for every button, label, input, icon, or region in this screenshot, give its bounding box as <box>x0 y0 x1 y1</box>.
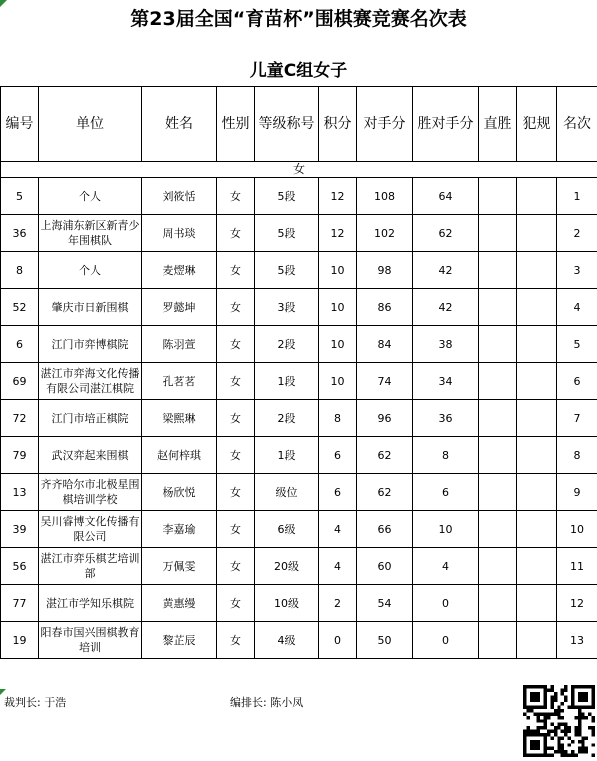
win-opponent-score-cell: 8 <box>413 437 479 474</box>
grade-cell: 6级 <box>255 511 319 548</box>
name-cell: 孔茗茗 <box>142 363 217 400</box>
direct-win-cell <box>479 215 517 252</box>
opponent-score-cell: 50 <box>357 622 413 659</box>
score-cell: 12 <box>319 215 357 252</box>
score-cell: 8 <box>319 400 357 437</box>
header-cell: 姓名 <box>142 87 217 162</box>
grade-cell: 5段 <box>255 252 319 289</box>
grade-cell: 20级 <box>255 548 319 585</box>
foul-cell <box>517 178 557 215</box>
score-cell: 12 <box>319 178 357 215</box>
gender-cell: 女 <box>217 474 255 511</box>
id-cell: 39 <box>1 511 39 548</box>
unit-cell: 吴川睿博文化传播有限公司 <box>39 511 142 548</box>
rank-cell: 13 <box>557 622 597 659</box>
id-cell: 56 <box>1 548 39 585</box>
gender-cell: 女 <box>217 289 255 326</box>
id-cell: 69 <box>1 363 39 400</box>
rank-cell: 12 <box>557 585 597 622</box>
score-cell: 4 <box>319 511 357 548</box>
name-cell: 陈羽萱 <box>142 326 217 363</box>
win-opponent-score-cell: 36 <box>413 400 479 437</box>
header-cell: 直胜 <box>479 87 517 162</box>
gender-cell: 女 <box>217 548 255 585</box>
name-cell: 赵何梓琪 <box>142 437 217 474</box>
direct-win-cell <box>479 326 517 363</box>
name-cell: 李嘉瑜 <box>142 511 217 548</box>
win-opponent-score-cell: 6 <box>413 474 479 511</box>
name-cell: 黄惠缦 <box>142 585 217 622</box>
id-cell: 5 <box>1 178 39 215</box>
direct-win-cell <box>479 437 517 474</box>
header-cell: 性别 <box>217 87 255 162</box>
foul-cell <box>517 437 557 474</box>
table-row <box>1 548 597 585</box>
table-row <box>1 252 597 289</box>
group-subtitle: 儿童C组女子 <box>249 61 348 81</box>
grade-cell: 5段 <box>255 178 319 215</box>
direct-win-cell <box>479 363 517 400</box>
win-opponent-score-cell: 34 <box>413 363 479 400</box>
unit-cell: 阳春市国兴围棋教育培训 <box>39 622 142 659</box>
gender-cell: 女 <box>217 622 255 659</box>
opponent-score-cell: 102 <box>357 215 413 252</box>
rank-cell: 2 <box>557 215 597 252</box>
unit-cell: 个人 <box>39 252 142 289</box>
foul-cell <box>517 622 557 659</box>
gender-cell: 女 <box>217 363 255 400</box>
unit-cell: 江门市弈博棋院 <box>39 326 142 363</box>
grade-cell: 5段 <box>255 215 319 252</box>
score-cell: 6 <box>319 437 357 474</box>
rank-cell: 11 <box>557 548 597 585</box>
grade-cell: 1段 <box>255 437 319 474</box>
table-row <box>1 511 597 548</box>
unit-cell: 湛江市弈海文化传播有限公司湛江棋院 <box>39 363 142 400</box>
win-opponent-score-cell: 42 <box>413 289 479 326</box>
gender-cell: 女 <box>217 400 255 437</box>
foul-cell <box>517 363 557 400</box>
id-cell: 72 <box>1 400 39 437</box>
header-row <box>1 87 597 162</box>
unit-cell: 个人 <box>39 178 142 215</box>
name-cell: 梁熙琳 <box>142 400 217 437</box>
grade-cell: 4级 <box>255 622 319 659</box>
win-opponent-score-cell: 38 <box>413 326 479 363</box>
foul-cell <box>517 585 557 622</box>
name-cell: 黎芷辰 <box>142 622 217 659</box>
opponent-score-cell: 62 <box>357 437 413 474</box>
win-opponent-score-cell: 10 <box>413 511 479 548</box>
direct-win-cell <box>479 400 517 437</box>
rank-cell: 10 <box>557 511 597 548</box>
win-opponent-score-cell: 42 <box>413 252 479 289</box>
rank-cell: 6 <box>557 363 597 400</box>
header-cell: 单位 <box>39 87 142 162</box>
rank-cell: 5 <box>557 326 597 363</box>
section-row <box>1 162 597 178</box>
table-row <box>1 326 597 363</box>
direct-win-cell <box>479 289 517 326</box>
table-row <box>1 437 597 474</box>
table-row <box>1 474 597 511</box>
id-cell: 19 <box>1 622 39 659</box>
win-opponent-score-cell: 0 <box>413 585 479 622</box>
id-cell: 79 <box>1 437 39 474</box>
grade-cell: 10级 <box>255 585 319 622</box>
grade-cell: 3段 <box>255 289 319 326</box>
unit-cell: 江门市培正棋院 <box>39 400 142 437</box>
direct-win-cell <box>479 548 517 585</box>
gender-cell: 女 <box>217 252 255 289</box>
score-cell: 10 <box>319 289 357 326</box>
gender-cell: 女 <box>217 585 255 622</box>
direct-win-cell <box>479 511 517 548</box>
header-cell: 胜对手分 <box>413 87 479 162</box>
opponent-score-cell: 86 <box>357 289 413 326</box>
qr-code-icon <box>523 684 595 758</box>
opponent-score-cell: 66 <box>357 511 413 548</box>
foul-cell <box>517 548 557 585</box>
ranking-table <box>0 86 597 659</box>
header-cell: 编号 <box>1 87 39 162</box>
arranger-label: 编排长: 陈小凤 <box>230 696 304 709</box>
foul-cell <box>517 252 557 289</box>
score-cell: 10 <box>319 326 357 363</box>
rank-cell: 4 <box>557 289 597 326</box>
direct-win-cell <box>479 622 517 659</box>
rank-cell: 7 <box>557 400 597 437</box>
opponent-score-cell: 74 <box>357 363 413 400</box>
unit-cell: 肇庆市日新围棋 <box>39 289 142 326</box>
score-cell: 2 <box>319 585 357 622</box>
header-cell: 对手分 <box>357 87 413 162</box>
gender-cell: 女 <box>217 215 255 252</box>
id-cell: 52 <box>1 289 39 326</box>
gender-cell: 女 <box>217 178 255 215</box>
rank-cell: 9 <box>557 474 597 511</box>
name-cell: 万佩雯 <box>142 548 217 585</box>
gender-cell: 女 <box>217 511 255 548</box>
name-cell: 杨欣悦 <box>142 474 217 511</box>
opponent-score-cell: 96 <box>357 400 413 437</box>
gender-cell: 女 <box>217 437 255 474</box>
page-title: 第23届全国“育苗杯”围棋赛竞赛名次表 <box>130 8 467 30</box>
direct-win-cell <box>479 474 517 511</box>
unit-cell: 湛江市学知乐棋院 <box>39 585 142 622</box>
grade-cell: 2段 <box>255 326 319 363</box>
name-cell: 罗懿坤 <box>142 289 217 326</box>
opponent-score-cell: 108 <box>357 178 413 215</box>
score-cell: 0 <box>319 622 357 659</box>
name-cell: 刘筱恬 <box>142 178 217 215</box>
foul-cell <box>517 511 557 548</box>
foul-cell <box>517 289 557 326</box>
table-row <box>1 363 597 400</box>
direct-win-cell <box>479 178 517 215</box>
id-cell: 6 <box>1 326 39 363</box>
win-opponent-score-cell: 0 <box>413 622 479 659</box>
table-row <box>1 289 597 326</box>
header-cell: 等级称号 <box>255 87 319 162</box>
score-cell: 6 <box>319 474 357 511</box>
opponent-score-cell: 98 <box>357 252 413 289</box>
name-cell: 麦熤琳 <box>142 252 217 289</box>
opponent-score-cell: 54 <box>357 585 413 622</box>
gender-cell: 女 <box>217 326 255 363</box>
direct-win-cell <box>479 585 517 622</box>
unit-cell: 武汉弈起来围棋 <box>39 437 142 474</box>
score-cell: 10 <box>319 363 357 400</box>
table-row <box>1 585 597 622</box>
opponent-score-cell: 60 <box>357 548 413 585</box>
win-opponent-score-cell: 62 <box>413 215 479 252</box>
rank-cell: 1 <box>557 178 597 215</box>
grade-cell: 2段 <box>255 400 319 437</box>
opponent-score-cell: 62 <box>357 474 413 511</box>
referee-label: 裁判长: 于浩 <box>4 696 67 709</box>
foul-cell <box>517 326 557 363</box>
win-opponent-score-cell: 64 <box>413 178 479 215</box>
table-row <box>1 178 597 215</box>
id-cell: 77 <box>1 585 39 622</box>
header-cell: 积分 <box>319 87 357 162</box>
foul-cell <box>517 215 557 252</box>
id-cell: 36 <box>1 215 39 252</box>
section-label: 女 <box>1 162 597 178</box>
score-cell: 10 <box>319 252 357 289</box>
name-cell: 周书琰 <box>142 215 217 252</box>
table-row <box>1 400 597 437</box>
id-cell: 8 <box>1 252 39 289</box>
grade-cell: 级位 <box>255 474 319 511</box>
score-cell: 4 <box>319 548 357 585</box>
rank-cell: 3 <box>557 252 597 289</box>
grade-cell: 1段 <box>255 363 319 400</box>
opponent-score-cell: 84 <box>357 326 413 363</box>
header-cell: 名次 <box>557 87 597 162</box>
unit-cell: 上海浦东新区新青少年围棋队 <box>39 215 142 252</box>
win-opponent-score-cell: 4 <box>413 548 479 585</box>
unit-cell: 齐齐哈尔市北极星围棋培训学校 <box>39 474 142 511</box>
id-cell: 13 <box>1 474 39 511</box>
foul-cell <box>517 400 557 437</box>
rank-cell: 8 <box>557 437 597 474</box>
unit-cell: 湛江市弈乐棋艺培训部 <box>39 548 142 585</box>
table-row <box>1 215 597 252</box>
foul-cell <box>517 474 557 511</box>
header-cell: 犯规 <box>517 87 557 162</box>
direct-win-cell <box>479 252 517 289</box>
table-row <box>1 622 597 659</box>
